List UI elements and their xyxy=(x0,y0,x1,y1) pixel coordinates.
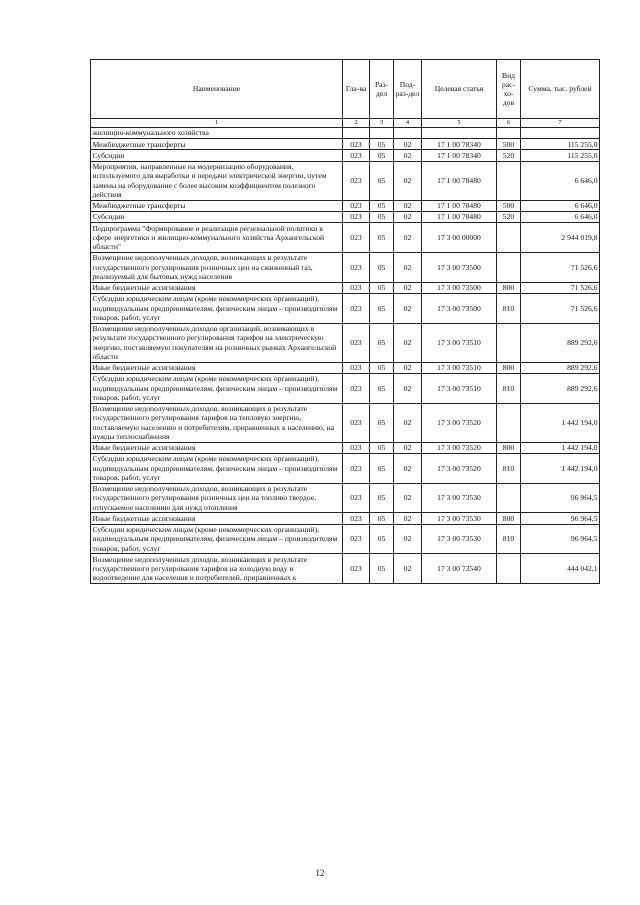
row-glava: 023 xyxy=(343,139,370,150)
row-target-article: 17 3 00 73510 xyxy=(422,362,497,373)
row-glava: 023 xyxy=(343,554,370,584)
table-row xyxy=(91,282,600,293)
row-podrazdel: 02 xyxy=(394,139,422,150)
row-expense-type: 800 xyxy=(497,442,521,453)
row-target-article xyxy=(422,127,497,138)
table-row xyxy=(91,200,600,211)
row-glava: 023 xyxy=(343,282,370,293)
row-glava: 023 xyxy=(343,403,370,442)
table-body xyxy=(91,127,600,583)
row-target-article: 17 3 00 73500 xyxy=(422,282,497,293)
row-amount: 889 292,6 xyxy=(521,323,600,362)
page-number: 12 xyxy=(315,868,325,878)
table-row xyxy=(91,554,600,584)
row-target-article: 17 3 00 73500 xyxy=(422,293,497,323)
row-razdel: 05 xyxy=(370,453,394,483)
row-glava: 023 xyxy=(343,373,370,403)
row-amount: 71 526,6 xyxy=(521,282,600,293)
row-name: Субсидии юридическим лицам (кроме некоммерческих организаций), индивидуальным предпринимателям, физическим лицам – производителям товаров, работ, услуг xyxy=(91,524,343,554)
row-name: Субсидии юридическим лицам (кроме некоммерческих организаций), индивидуальным предпринимателям, физическим лицам – производителям товаров, работ, услуг xyxy=(91,453,343,483)
table-row xyxy=(91,362,600,373)
row-amount: 71 526,6 xyxy=(521,293,600,323)
row-amount: 96 964,5 xyxy=(521,483,600,513)
table-row xyxy=(91,513,600,524)
row-razdel: 05 xyxy=(370,252,394,282)
row-glava: 023 xyxy=(343,252,370,282)
header-podrazdel: Под-раз-дел xyxy=(394,60,422,119)
table-row xyxy=(91,150,600,161)
row-name: Подпрограмма "Формирование и реализация региональной политики в сфере энергетики и жилищно-коммунального хозяйства Архангельской области" xyxy=(91,223,343,253)
row-name: Иные бюджетные ассигнования xyxy=(91,362,343,373)
row-glava: 023 xyxy=(343,453,370,483)
row-podrazdel: 02 xyxy=(394,200,422,211)
row-amount: 6 646,0 xyxy=(521,200,600,211)
row-podrazdel: 02 xyxy=(394,554,422,584)
row-glava: 023 xyxy=(343,442,370,453)
row-razdel: 05 xyxy=(370,524,394,554)
row-razdel: 05 xyxy=(370,282,394,293)
row-glava: 023 xyxy=(343,483,370,513)
row-razdel: 05 xyxy=(370,554,394,584)
table-row xyxy=(91,161,600,200)
row-name: Субсидии юридическим лицам (кроме некоммерческих организаций), индивидуальным предпринимателям, физическим лицам – производителям товаров, работ, услуг xyxy=(91,293,343,323)
row-target-article: 17 3 00 00000 xyxy=(422,223,497,253)
row-razdel: 05 xyxy=(370,200,394,211)
row-glava: 023 xyxy=(343,150,370,161)
row-razdel: 05 xyxy=(370,513,394,524)
row-podrazdel: 02 xyxy=(394,453,422,483)
row-razdel xyxy=(370,127,394,138)
row-glava: 023 xyxy=(343,362,370,373)
row-amount: 444 042,1 xyxy=(521,554,600,584)
row-podrazdel xyxy=(394,127,422,138)
table-row xyxy=(91,453,600,483)
row-glava: 023 xyxy=(343,293,370,323)
row-podrazdel: 02 xyxy=(394,483,422,513)
table-row xyxy=(91,139,600,150)
row-razdel: 05 xyxy=(370,362,394,373)
header-summa: Сумма, тыс. рублей xyxy=(521,60,600,119)
row-amount: 889 292,6 xyxy=(521,362,600,373)
row-amount: 1 442 194,0 xyxy=(521,442,600,453)
header-glava: Гла-ва xyxy=(343,60,370,119)
row-expense-type xyxy=(497,127,521,138)
row-target-article: 17 3 00 73500 xyxy=(422,252,497,282)
row-glava: 023 xyxy=(343,200,370,211)
row-target-article: 17 3 00 73520 xyxy=(422,442,497,453)
row-glava: 023 xyxy=(343,211,370,222)
row-amount: 1 442 194,0 xyxy=(521,403,600,442)
row-expense-type: 520 xyxy=(497,211,521,222)
row-target-article: 17 3 00 73540 xyxy=(422,554,497,584)
table-row xyxy=(91,252,600,282)
row-podrazdel: 02 xyxy=(394,252,422,282)
row-target-article: 17 1 00 78340 xyxy=(422,139,497,150)
row-expense-type xyxy=(497,161,521,200)
row-target-article: 17 3 00 73510 xyxy=(422,373,497,403)
row-name: Возмещение недополученных доходов, возникающих в результате государственного регулирования розничных цен на топливо твердое, отпускаемое населению для нужд отопления xyxy=(91,483,343,513)
column-number: 2 xyxy=(343,119,370,128)
row-name: Иные бюджетные ассигнования xyxy=(91,282,343,293)
row-expense-type xyxy=(497,483,521,513)
row-glava xyxy=(343,127,370,138)
row-expense-type xyxy=(497,323,521,362)
header-name: Наименование xyxy=(91,60,343,119)
row-glava: 023 xyxy=(343,323,370,362)
row-target-article: 17 3 00 73530 xyxy=(422,524,497,554)
table-row xyxy=(91,293,600,323)
row-razdel: 05 xyxy=(370,323,394,362)
row-name: Возмещение недополученных доходов, возникающих в результате государственного регулирования тарифов на тепловую энергию, поставляемую населению и потребителям, приравненных к населению, на нужды теплоснабжения xyxy=(91,403,343,442)
row-glava: 023 xyxy=(343,223,370,253)
row-razdel: 05 xyxy=(370,373,394,403)
row-expense-type: 810 xyxy=(497,453,521,483)
row-expense-type: 810 xyxy=(497,524,521,554)
header-vid-rashodov: Вид рас-хо-дов xyxy=(497,60,521,119)
row-amount: 6 646,0 xyxy=(521,211,600,222)
row-razdel: 05 xyxy=(370,223,394,253)
row-expense-type: 500 xyxy=(497,139,521,150)
row-amount: 115 255,0 xyxy=(521,139,600,150)
row-glava: 023 xyxy=(343,524,370,554)
row-razdel: 05 xyxy=(370,139,394,150)
row-amount: 1 442 194,0 xyxy=(521,453,600,483)
row-target-article: 17 3 00 73510 xyxy=(422,323,497,362)
column-number: 5 xyxy=(422,119,497,128)
row-razdel: 05 xyxy=(370,293,394,323)
row-amount: 96 964,5 xyxy=(521,513,600,524)
row-expense-type xyxy=(497,403,521,442)
row-podrazdel: 02 xyxy=(394,293,422,323)
row-name: Субсидии xyxy=(91,211,343,222)
row-expense-type: 500 xyxy=(497,200,521,211)
row-expense-type: 800 xyxy=(497,282,521,293)
table-row xyxy=(91,127,600,138)
row-name: Возмещение недополученных доходов, возникающих в результате государственного регулирования тарифов на холодную воду и водоотведение для населения и потребителей, приравненных к xyxy=(91,554,343,584)
row-podrazdel: 02 xyxy=(394,211,422,222)
table-row xyxy=(91,524,600,554)
row-name: Межбюджетные трансферты xyxy=(91,200,343,211)
row-razdel: 05 xyxy=(370,211,394,222)
row-name: жилищно-коммунального хозяйства xyxy=(91,127,343,138)
row-target-article: 17 3 00 73530 xyxy=(422,513,497,524)
row-amount: 889 292,6 xyxy=(521,373,600,403)
row-glava: 023 xyxy=(343,513,370,524)
row-name: Возмещение недополученных доходов, возникающих в результате государственного регулирования розничных цен на сжиженный газ, реализуемый для бытовых нужд населения xyxy=(91,252,343,282)
row-amount: 115 255,0 xyxy=(521,150,600,161)
column-number-row xyxy=(91,119,600,128)
row-razdel: 05 xyxy=(370,161,394,200)
table-row xyxy=(91,442,600,453)
row-razdel: 05 xyxy=(370,442,394,453)
row-podrazdel: 02 xyxy=(394,362,422,373)
table-row xyxy=(91,373,600,403)
row-amount: 6 646,0 xyxy=(521,161,600,200)
row-name: Мероприятия, направленные на модернизацию оборудования, используемого для выработки и передачи электрической энергии, путем замены на оборудование с более высоким коэффициентом полезного действия xyxy=(91,161,343,200)
column-number: 6 xyxy=(497,119,521,128)
table-row xyxy=(91,223,600,253)
budget-table xyxy=(90,59,600,584)
row-expense-type: 520 xyxy=(497,150,521,161)
row-name: Иные бюджетные ассигнования xyxy=(91,513,343,524)
row-name: Межбюджетные трансферты xyxy=(91,139,343,150)
row-target-article: 17 1 00 78480 xyxy=(422,211,497,222)
row-expense-type xyxy=(497,554,521,584)
row-target-article: 17 1 00 78480 xyxy=(422,161,497,200)
table-row xyxy=(91,323,600,362)
row-podrazdel: 02 xyxy=(394,282,422,293)
row-amount: 2 944 019,8 xyxy=(521,223,600,253)
row-expense-type: 810 xyxy=(497,373,521,403)
row-target-article: 17 1 00 78340 xyxy=(422,150,497,161)
table-row xyxy=(91,403,600,442)
row-expense-type: 800 xyxy=(497,362,521,373)
table-header-row xyxy=(91,60,600,119)
row-podrazdel: 02 xyxy=(394,373,422,403)
row-podrazdel: 02 xyxy=(394,524,422,554)
row-razdel: 05 xyxy=(370,150,394,161)
row-name: Субсидии xyxy=(91,150,343,161)
column-number: 1 xyxy=(91,119,343,128)
row-name: Иные бюджетные ассигнования xyxy=(91,442,343,453)
row-amount: 96 964,5 xyxy=(521,524,600,554)
table-row xyxy=(91,211,600,222)
row-expense-type: 800 xyxy=(497,513,521,524)
row-target-article: 17 3 00 73520 xyxy=(422,403,497,442)
row-expense-type xyxy=(497,252,521,282)
row-podrazdel: 02 xyxy=(394,161,422,200)
row-podrazdel: 02 xyxy=(394,513,422,524)
row-glava: 023 xyxy=(343,161,370,200)
row-podrazdel: 02 xyxy=(394,223,422,253)
row-expense-type xyxy=(497,223,521,253)
row-podrazdel: 02 xyxy=(394,403,422,442)
column-number: 7 xyxy=(521,119,600,128)
header-celevaya-statya: Целевая статья xyxy=(422,60,497,119)
row-razdel: 05 xyxy=(370,403,394,442)
row-podrazdel: 02 xyxy=(394,442,422,453)
row-name: Возмещение недополученных доходов организаций, возникающих в результате государственного регулирования тарифов на электрическую энергию, поставляемую покупателям на розничных рынках Архангельской области xyxy=(91,323,343,362)
row-expense-type: 810 xyxy=(497,293,521,323)
row-amount: 71 526,6 xyxy=(521,252,600,282)
row-target-article: 17 3 00 73520 xyxy=(422,453,497,483)
column-number: 4 xyxy=(394,119,422,128)
row-amount xyxy=(521,127,600,138)
row-name: Субсидии юридическим лицам (кроме некоммерческих организаций), индивидуальным предпринимателям, физическим лицам – производителям товаров, работ, услуг xyxy=(91,373,343,403)
header-razdel: Раз-дел xyxy=(370,60,394,119)
row-target-article: 17 3 00 73530 xyxy=(422,483,497,513)
row-target-article: 17 1 00 78480 xyxy=(422,200,497,211)
row-podrazdel: 02 xyxy=(394,323,422,362)
table-row xyxy=(91,483,600,513)
column-number: 3 xyxy=(370,119,394,128)
row-podrazdel: 02 xyxy=(394,150,422,161)
row-razdel: 05 xyxy=(370,483,394,513)
